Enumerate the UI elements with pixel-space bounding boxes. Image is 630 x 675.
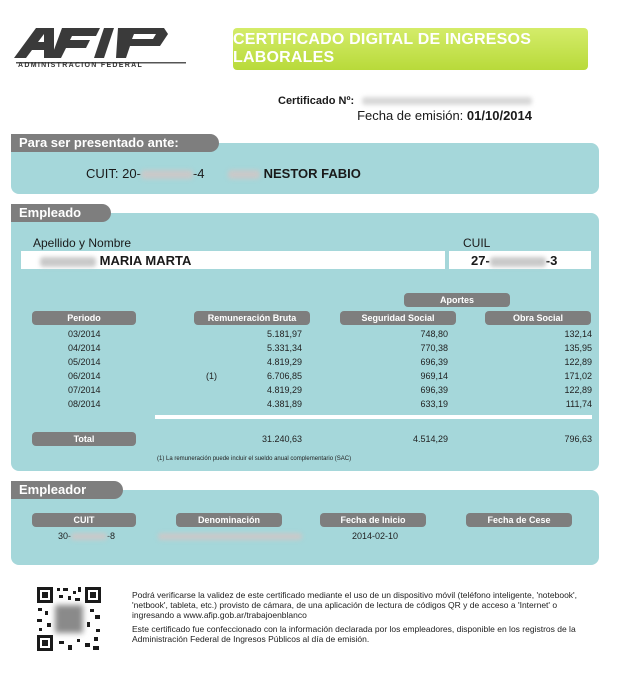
row-periodo: 04/2014 — [68, 343, 101, 353]
employee-cuil-suffix: -3 — [545, 253, 558, 268]
presentado-cuit-label: CUIT: — [86, 166, 119, 181]
row-obra: 122,89 — [564, 385, 592, 395]
col-seguridad-header: Seguridad Social — [340, 311, 456, 325]
presentado-name-value: NESTOR FABIO — [263, 166, 361, 181]
presentado-cuit-suffix: -4 — [192, 166, 205, 181]
table-row — [0, 369, 630, 383]
row-obra: 111,74 — [565, 399, 592, 409]
row-seguridad: 748,80 — [420, 329, 448, 339]
table-row — [0, 397, 630, 411]
presentado-cuit-redacted — [141, 170, 193, 179]
row-periodo: 03/2014 — [68, 329, 101, 339]
table-row — [0, 355, 630, 369]
presentado-cuit — [86, 166, 204, 181]
certificate-number-redacted — [362, 97, 532, 105]
emission-date-row — [357, 108, 532, 123]
qr-code-icon — [35, 585, 103, 653]
employer-cuit — [58, 531, 115, 541]
certificate-title-banner: CERTIFICADO DIGITAL DE INGRESOS LABORALES — [233, 28, 588, 70]
row-periodo: 05/2014 — [68, 357, 101, 367]
presentado-tab: Para ser presentado ante: — [11, 134, 219, 152]
row-remuneracion: 4.819,29 — [266, 385, 302, 395]
row-nota: (1) — [206, 371, 217, 381]
row-obra: 122,89 — [564, 357, 592, 367]
empleador-tab: Empleador — [11, 481, 123, 499]
emission-date-label: Fecha de emisión: — [357, 108, 464, 123]
row-seguridad: 696,39 — [420, 357, 448, 367]
row-remuneracion: 5.181,97 — [266, 329, 302, 339]
employee-name-value: MARIA MARTA — [99, 253, 192, 268]
table-row — [0, 383, 630, 397]
employee-cuil — [471, 253, 557, 268]
row-obra: 171,02 — [564, 371, 592, 381]
col-remuneracion-header: Remuneración Bruta — [194, 311, 310, 325]
col-cese-header: Fecha de Cese — [466, 513, 572, 527]
disclaimer-text: Este certificado fue confeccionado con la información declarada por los empleadores, disponible en los registros de la Administración Federal de Ingresos Públicos al día de emisión. — [132, 624, 576, 644]
employee-name — [40, 253, 191, 268]
col-denominacion-header: Denominación — [176, 513, 282, 527]
aportes-header: Aportes — [404, 293, 510, 307]
presentado-cuit-prefix: 20- — [122, 166, 141, 181]
cuil-label: CUIL — [463, 236, 491, 250]
apellido-label: Apellido y Nombre — [33, 236, 132, 250]
row-seguridad: 969,14 — [420, 371, 448, 381]
row-periodo: 08/2014 — [68, 399, 101, 409]
row-remuneracion: 4.381,89 — [266, 399, 302, 409]
total-seguridad: 4.514,29 — [412, 434, 448, 444]
total-remuneracion: 31.240,63 — [261, 434, 302, 444]
row-remuneracion: 6.706,85 — [266, 371, 302, 381]
total-separator — [155, 415, 592, 419]
row-obra: 132,14 — [564, 329, 592, 339]
sac-footnote: (1) La remuneración puede incluir el sueldo anual complementario (SAC) — [157, 456, 352, 462]
certificate-number-row — [278, 95, 532, 107]
total-obra: 796,63 — [564, 434, 592, 444]
logo-subtitle: ADMINISTRACION FEDERAL — [18, 62, 144, 69]
row-remuneracion: 5.331,34 — [266, 343, 302, 353]
employer-denominacion-redacted — [158, 533, 302, 540]
table-row — [0, 327, 630, 341]
row-seguridad: 633,19 — [420, 399, 448, 409]
verification-text: Podrá verificarse la validez de este certificado mediante el uso de un dispositivo móvil (teléfono inteligente, 'notebook', 'netbook', tableta, etc.) provisto de cámara, de una aplicación de lectura de códigos QR y de acceso a 'Internet' o ingresando a www.afip.gob.ar/trabajoenblanco — [132, 590, 578, 620]
empleado-tab: Empleado — [11, 204, 111, 222]
employee-cuil-redacted — [490, 257, 546, 267]
col-inicio-header: Fecha de Inicio — [320, 513, 426, 527]
total-label: Total — [32, 432, 136, 446]
employer-cuit-redacted — [71, 533, 107, 540]
row-seguridad: 770,38 — [420, 343, 448, 353]
employer-fecha-inicio: 2014-02-10 — [352, 531, 399, 541]
col-cuit-header: CUIT — [32, 513, 136, 527]
table-row — [0, 341, 630, 355]
employer-cuit-suffix: -8 — [107, 531, 116, 541]
presentado-name — [228, 166, 361, 181]
empleador-panel — [11, 490, 599, 565]
employer-cuit-prefix: 30- — [58, 531, 72, 541]
row-periodo: 07/2014 — [68, 385, 101, 395]
row-obra: 135,95 — [564, 343, 592, 353]
row-remuneracion: 4.819,29 — [266, 357, 302, 367]
col-obra-header: Obra Social — [485, 311, 591, 325]
employee-surname-redacted — [40, 257, 96, 267]
employee-cuil-prefix: 27- — [471, 253, 490, 268]
certificate-number-label: Certificado Nº: — [278, 95, 355, 107]
emission-date-value: 01/10/2014 — [466, 108, 532, 123]
presentado-surname-redacted — [228, 170, 260, 179]
row-periodo: 06/2014 — [68, 371, 101, 381]
col-periodo-header: Periodo — [32, 311, 136, 325]
row-seguridad: 696,39 — [420, 385, 448, 395]
